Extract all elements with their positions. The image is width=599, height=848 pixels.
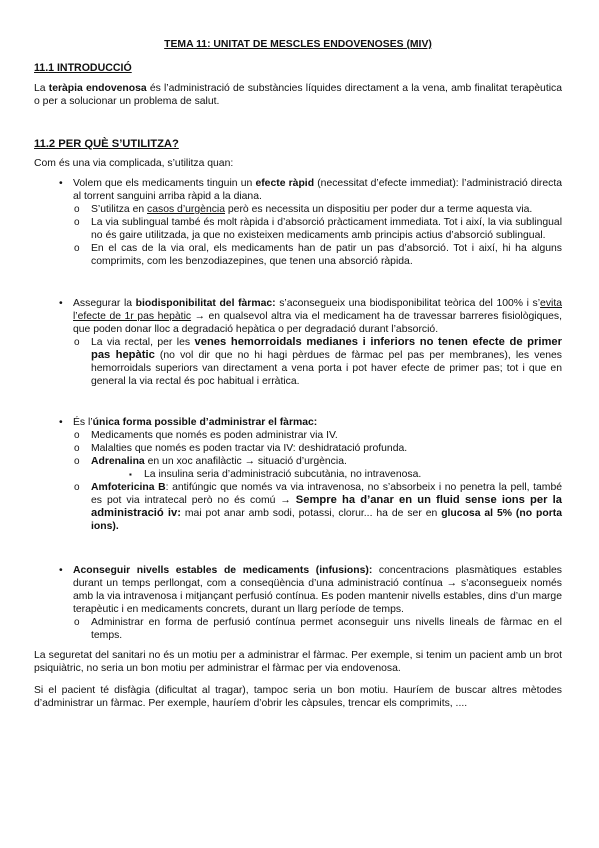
circle-marker: o [74, 204, 80, 215]
circle-marker: o [74, 217, 80, 228]
sub-item-amfotericina: o Amfotericina B: antifúngic que només va via intravenosa, no s’absorbeix i no penetra la pell, també es pot via intratecal però no és comú → Sempre ha d’anar en un fluid sense ions per la administració iv: mai pot anar amb sodi, potassi, clorur... ha de ser en glucosa al 5% (no porta ions). [74, 482, 563, 532]
list-item-biodisponibilitat: • Assegurar la biodisponibilitat del fàrmac: s’aconsegueix una biodisponibilitat teòrica del 100% i s’evita l’efecte de 1r pas hepàtic → en qualsevol altra via el medicament ha de travessar barreres fisiològiques, que poden donar lloc a degradació hepàtica o per degradació durant l’absorció. [59, 298, 562, 335]
circle-marker: o [74, 482, 80, 493]
section-heading-introduccio: 11.1 INTRODUCCIÓ [34, 62, 132, 74]
sub-item-via-oral: o En el cas de la via oral, els medicaments han de patir un pas d’absorció. Tot i així, hi ha alguns comprimits, com les benzodiazepines, que tenen una absorció ràpida. [74, 243, 562, 267]
document-page [34, 34, 562, 710]
circle-marker: o [74, 617, 80, 628]
circle-marker: o [74, 430, 80, 441]
sub-sub-item-insulina: ▪ La insulina seria d’administració subcutània, no intravenosa. [129, 469, 422, 480]
sub-item-sublingual: o La via sublingual també és molt ràpida i d’absorció pràcticament immediata. Tot i així, la via sublingual no és gaire utilitzada, ja que no existeixen medicaments amb principis actius d’absorció sublingual. [74, 217, 562, 241]
circle-marker: o [74, 337, 80, 348]
circle-marker: o [74, 456, 80, 467]
paragraph-disfagia: Si el pacient té disfàgia (dificultat al tragar), tampoc seria un bon motiu. Hauríem de buscar altres mètodes d’administrar un fàrmac. Per exemple, hauríem d’obrir les càpsules, trencar els comprimits, .... [34, 685, 562, 709]
sub-item-urgencia: o S’utilitza en casos d’urgència però es necessita un dispositiu per poder dur a terme aquesta via. [74, 204, 533, 215]
sub-item-malalties-iv: o Malalties que només es poden tractar via IV: deshidratació profunda. [74, 443, 408, 454]
bullet-marker: • [59, 178, 63, 189]
document-title: TEMA 11: UNITAT DE MESCLES ENDOVENOSES (MIV) [164, 39, 432, 50]
circle-marker: o [74, 243, 80, 254]
bullet-marker: • [59, 417, 63, 428]
circle-marker: o [74, 443, 80, 454]
sub-item-via-rectal: o La via rectal, per les venes hemorroidals medianes i inferiors no tenen efecte de primer pas hepàtic (no vol dir que no hi hagi pèrdues de fàrmac pel pas per membranes), les venes hemorroidals superiors van directament a vena porta i pot haver efecte de primer pas; tot i que en general la via rectal és poc habitual i erràtica. [74, 336, 562, 387]
list-item-nivells-estables: • Aconseguir nivells estables de medicaments (infusions): concentracions plasmàtiques estables durant un temps perllongat, com a conseqüència d’una administració contínua → s’aconsegueix només amb la via intravenosa i mitjançant perfusió contínua. Es poden mantenir nivells estables, dins d’un marge terapèutic i en medicaments concrets, durant un llarg període de temps. [59, 565, 562, 615]
section-heading-per-que: 11.2 PER QUÈ S’UTILITZA? [34, 138, 179, 150]
intro-paragraph: La teràpia endovenosa és l’administració de substàncies líquides directament a la vena, amb finalitat terapèutica o per a solucionar un problema de salut. [34, 83, 562, 107]
square-marker: ▪ [129, 470, 132, 479]
list-item-unica-forma: • És l’única forma possible d’administrar el fàrmac: [59, 417, 318, 428]
paragraph-seguretat: La seguretat del sanitari no és un motiu per a administrar el fàrmac. Per exemple, si tenim un pacient amb un brot psiquiàtric, no seria un bon motiu per administrar el fàrmac per via endovenosa. [34, 650, 562, 674]
list-item-efecte-rapid: • Volem que els medicaments tinguin un efecte ràpid (necessitat d’efecte immediat): l’administració directa al torrent sanguini arriba ràpid a la diana. [59, 178, 562, 202]
sub-item-medicaments-iv: o Medicaments que només es poden administrar via IV. [74, 430, 338, 441]
sub-item-adrenalina: o Adrenalina en un xoc anafilàctic → situació d’urgència. [74, 456, 347, 467]
bullet-marker: • [59, 298, 63, 309]
sub-item-perfusio-continua: o Administrar en forma de perfusió contínua permet aconseguir uns nivells lineals de fàrmac en el temps. [74, 617, 562, 641]
bullet-marker: • [59, 565, 63, 576]
section-intro: Com és una via complicada, s’utilitza quan: [34, 158, 234, 169]
